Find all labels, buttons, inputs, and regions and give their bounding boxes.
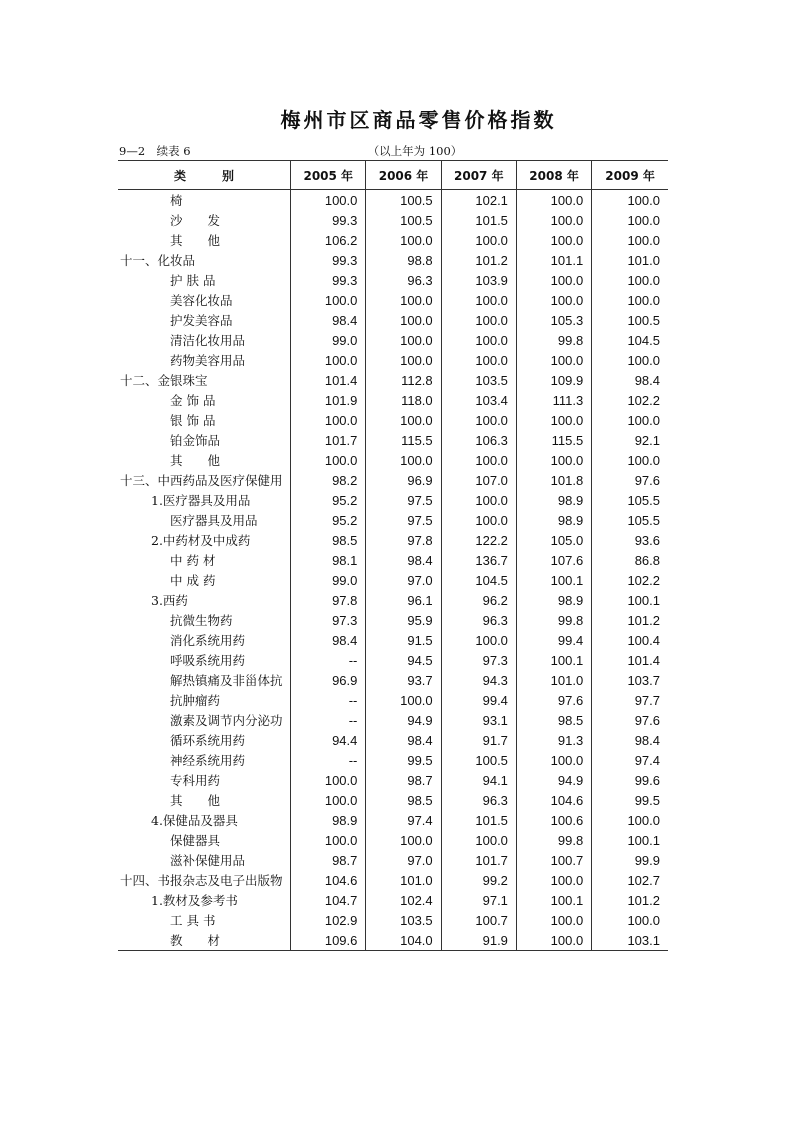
cell-value: 100.0 bbox=[516, 910, 591, 930]
cell-value: 104.0 bbox=[366, 930, 441, 951]
cell-value: 94.4 bbox=[291, 730, 366, 750]
cell-value: 91.5 bbox=[366, 630, 441, 650]
cell-value: 100.5 bbox=[366, 210, 441, 230]
cell-value: 100.1 bbox=[592, 590, 668, 610]
table-row bbox=[118, 570, 668, 590]
row-label: 循环系统用药 bbox=[170, 733, 246, 748]
row-label: 其 他 bbox=[170, 233, 221, 248]
cell-value: 104.7 bbox=[291, 890, 366, 910]
header-year-2007: 2007 年 bbox=[441, 161, 516, 190]
cell-value: 100.1 bbox=[516, 650, 591, 670]
cell-value: 97.0 bbox=[366, 850, 441, 870]
cell-value: 98.8 bbox=[366, 250, 441, 270]
row-label: 十三、中西药品及医疗保健用 bbox=[120, 473, 283, 488]
cell-value: 98.4 bbox=[366, 730, 441, 750]
table-row bbox=[118, 430, 668, 450]
row-label: 护发美容品 bbox=[170, 313, 233, 328]
table-row bbox=[118, 250, 668, 270]
cell-value: 100.0 bbox=[592, 410, 668, 430]
cell-value: 99.5 bbox=[366, 750, 441, 770]
cell-value: 109.6 bbox=[291, 930, 366, 951]
cell-value: 115.5 bbox=[366, 430, 441, 450]
row-label: 美容化妆品 bbox=[170, 293, 233, 308]
cell-value: 100.0 bbox=[592, 910, 668, 930]
cell-value: 106.3 bbox=[441, 430, 516, 450]
cell-value: 98.4 bbox=[291, 310, 366, 330]
row-label: 解热镇痛及非甾体抗 bbox=[170, 673, 283, 688]
cell-value: 101.0 bbox=[516, 670, 591, 690]
cell-value: 100.0 bbox=[441, 290, 516, 310]
row-label: 中 成 药 bbox=[170, 573, 216, 588]
table-row bbox=[118, 330, 668, 350]
table-row bbox=[118, 770, 668, 790]
table-row bbox=[118, 610, 668, 630]
cell-value: 100.1 bbox=[516, 890, 591, 910]
cell-value: 102.2 bbox=[592, 570, 668, 590]
table-row bbox=[118, 390, 668, 410]
row-label: 清洁化妆用品 bbox=[170, 333, 246, 348]
row-label: 1.医疗器具及用品 bbox=[151, 493, 251, 508]
cell-value: 100.0 bbox=[366, 290, 441, 310]
table-row bbox=[118, 870, 668, 890]
cell-value: 99.9 bbox=[592, 850, 668, 870]
cell-value: 100.0 bbox=[516, 290, 591, 310]
cell-value: 96.3 bbox=[441, 790, 516, 810]
cell-value: 100.0 bbox=[592, 290, 668, 310]
cell-value: 99.0 bbox=[291, 330, 366, 350]
row-label: 激素及调节内分泌功 bbox=[170, 713, 283, 728]
table-row bbox=[118, 350, 668, 370]
cell-value: 102.4 bbox=[366, 890, 441, 910]
cell-value: 97.1 bbox=[441, 890, 516, 910]
cell-value: 100.0 bbox=[291, 410, 366, 430]
cell-value: 91.7 bbox=[441, 730, 516, 750]
cell-value: 102.9 bbox=[291, 910, 366, 930]
cell-value: 118.0 bbox=[366, 390, 441, 410]
cell-value: 100.0 bbox=[366, 330, 441, 350]
cell-value: 97.8 bbox=[291, 590, 366, 610]
cell-value: 109.9 bbox=[516, 370, 591, 390]
table-row bbox=[118, 650, 668, 670]
row-label: 中 药 材 bbox=[170, 553, 216, 568]
price-index-table bbox=[118, 160, 668, 951]
cell-value: 100.0 bbox=[441, 230, 516, 250]
cell-value: 100.4 bbox=[592, 630, 668, 650]
cell-value: 100.0 bbox=[441, 330, 516, 350]
cell-value: 95.9 bbox=[366, 610, 441, 630]
cell-value: 100.0 bbox=[516, 270, 591, 290]
cell-value: 101.5 bbox=[441, 210, 516, 230]
table-row bbox=[118, 850, 668, 870]
cell-value: 111.3 bbox=[516, 390, 591, 410]
cell-value: 100.0 bbox=[366, 310, 441, 330]
cell-value: 103.5 bbox=[441, 370, 516, 390]
cell-value: 100.0 bbox=[441, 490, 516, 510]
cell-value: 101.2 bbox=[592, 890, 668, 910]
cell-value: 99.8 bbox=[516, 330, 591, 350]
cell-value: 93.1 bbox=[441, 710, 516, 730]
table-row bbox=[118, 730, 668, 750]
cell-value: 98.9 bbox=[516, 590, 591, 610]
cell-value: 98.4 bbox=[592, 730, 668, 750]
table-row bbox=[118, 690, 668, 710]
cell-value: 96.2 bbox=[441, 590, 516, 610]
cell-value: 100.0 bbox=[592, 810, 668, 830]
cell-value: 103.7 bbox=[592, 670, 668, 690]
cell-value: 100.0 bbox=[516, 190, 591, 211]
cell-value: 103.9 bbox=[441, 270, 516, 290]
cell-value: 100.0 bbox=[516, 870, 591, 890]
cell-value: 100.0 bbox=[291, 770, 366, 790]
row-label: 金 饰 品 bbox=[170, 393, 216, 408]
row-label: 银 饰 品 bbox=[170, 413, 216, 428]
cell-value: 101.7 bbox=[291, 430, 366, 450]
row-label: 铂金饰品 bbox=[170, 433, 221, 448]
cell-value: 103.4 bbox=[441, 390, 516, 410]
cell-value: 100.0 bbox=[291, 830, 366, 850]
row-label: 药物美容用品 bbox=[170, 353, 246, 368]
cell-value: 100.5 bbox=[366, 190, 441, 211]
cell-value: 103.5 bbox=[366, 910, 441, 930]
cell-value: 104.5 bbox=[441, 570, 516, 590]
base-note: （以上年为 100） bbox=[367, 144, 463, 158]
cell-value: 100.0 bbox=[441, 410, 516, 430]
cell-value: 95.2 bbox=[291, 510, 366, 530]
cell-value: 104.6 bbox=[516, 790, 591, 810]
cell-value: 97.3 bbox=[441, 650, 516, 670]
table-row bbox=[118, 910, 668, 930]
cell-value: 97.8 bbox=[366, 530, 441, 550]
cell-value: 92.1 bbox=[592, 430, 668, 450]
table-row bbox=[118, 230, 668, 250]
table-row bbox=[118, 810, 668, 830]
table-row bbox=[118, 210, 668, 230]
cell-value: 93.6 bbox=[592, 530, 668, 550]
cell-value: 97.4 bbox=[366, 810, 441, 830]
cell-value: 103.1 bbox=[592, 930, 668, 951]
cell-value: 99.8 bbox=[516, 830, 591, 850]
table-row bbox=[118, 450, 668, 470]
cell-value: 97.6 bbox=[516, 690, 591, 710]
cell-value: 99.0 bbox=[291, 570, 366, 590]
cell-value: 99.3 bbox=[291, 270, 366, 290]
cell-value: -- bbox=[291, 750, 366, 770]
cell-value: 100.7 bbox=[441, 910, 516, 930]
table-row bbox=[118, 290, 668, 310]
cell-value: 98.5 bbox=[366, 790, 441, 810]
table-body bbox=[118, 190, 668, 951]
cell-value: 107.0 bbox=[441, 470, 516, 490]
row-label: 教 材 bbox=[118, 930, 291, 951]
row-label: 十四、书报杂志及电子出版物 bbox=[120, 873, 283, 888]
cell-value: 99.4 bbox=[441, 690, 516, 710]
row-label: 椅 bbox=[170, 193, 183, 208]
cell-value: 94.3 bbox=[441, 670, 516, 690]
cell-value: 98.9 bbox=[516, 490, 591, 510]
row-label: 专科用药 bbox=[170, 773, 221, 788]
cell-value: 98.7 bbox=[366, 770, 441, 790]
cell-value: 98.7 bbox=[291, 850, 366, 870]
cell-value: 100.0 bbox=[441, 510, 516, 530]
cell-value: 97.6 bbox=[592, 710, 668, 730]
table-row bbox=[118, 310, 668, 330]
cell-value: 97.7 bbox=[592, 690, 668, 710]
cell-value: -- bbox=[291, 650, 366, 670]
cell-value: 98.5 bbox=[291, 530, 366, 550]
cell-value: 101.2 bbox=[592, 610, 668, 630]
cell-value: 100.0 bbox=[592, 450, 668, 470]
cell-value: 99.3 bbox=[291, 210, 366, 230]
cell-value: 100.0 bbox=[516, 450, 591, 470]
cell-value: 106.2 bbox=[291, 230, 366, 250]
table-row bbox=[118, 370, 668, 390]
cell-value: 100.1 bbox=[592, 830, 668, 850]
cell-value: 95.2 bbox=[291, 490, 366, 510]
cell-value: 100.0 bbox=[441, 310, 516, 330]
cell-value: 100.0 bbox=[291, 190, 366, 211]
table-row bbox=[118, 550, 668, 570]
cell-value: 100.7 bbox=[516, 850, 591, 870]
cell-value: 100.0 bbox=[441, 630, 516, 650]
cell-value: 96.1 bbox=[366, 590, 441, 610]
row-label: 工 具 书 bbox=[170, 913, 216, 928]
cell-value: 96.9 bbox=[366, 470, 441, 490]
cell-value: 102.1 bbox=[441, 190, 516, 211]
cell-value: 100.0 bbox=[516, 410, 591, 430]
table-row bbox=[118, 510, 668, 530]
cell-value: -- bbox=[291, 690, 366, 710]
cell-value: 100.0 bbox=[366, 410, 441, 430]
cell-value: 105.5 bbox=[592, 510, 668, 530]
cell-value: 100.0 bbox=[366, 450, 441, 470]
cell-value: 100.5 bbox=[441, 750, 516, 770]
cell-value: 100.0 bbox=[441, 830, 516, 850]
cell-value: 100.0 bbox=[366, 230, 441, 250]
cell-value: 100.0 bbox=[291, 450, 366, 470]
cell-value: 112.8 bbox=[366, 370, 441, 390]
cell-value: 104.6 bbox=[291, 870, 366, 890]
cell-value: 96.9 bbox=[291, 670, 366, 690]
table-reference: 9—2 续表 6 bbox=[119, 144, 191, 158]
header-year-2009: 2009 年 bbox=[592, 161, 668, 190]
cell-value: 97.0 bbox=[366, 570, 441, 590]
cell-value: 94.9 bbox=[366, 710, 441, 730]
cell-value: 122.2 bbox=[441, 530, 516, 550]
table-row bbox=[118, 410, 668, 430]
row-label: 十一、化妆品 bbox=[120, 253, 196, 268]
cell-value: 98.4 bbox=[291, 630, 366, 650]
row-label: 1.教材及参考书 bbox=[151, 893, 238, 908]
header-year-2008: 2008 年 bbox=[516, 161, 591, 190]
table-row bbox=[118, 830, 668, 850]
page-title: 梅州市区商品零售价格指数 bbox=[280, 108, 557, 132]
cell-value: 105.5 bbox=[592, 490, 668, 510]
header-year-2006: 2006 年 bbox=[366, 161, 441, 190]
cell-value: 100.0 bbox=[441, 450, 516, 470]
cell-value: 98.2 bbox=[291, 470, 366, 490]
cell-value: 101.9 bbox=[291, 390, 366, 410]
cell-value: 94.9 bbox=[516, 770, 591, 790]
table-row bbox=[118, 670, 668, 690]
table-row bbox=[118, 890, 668, 910]
cell-value: 94.5 bbox=[366, 650, 441, 670]
cell-value: 100.0 bbox=[592, 210, 668, 230]
cell-value: 136.7 bbox=[441, 550, 516, 570]
cell-value: 100.0 bbox=[592, 270, 668, 290]
table-row bbox=[118, 470, 668, 490]
row-label: 抗肿瘤药 bbox=[170, 693, 221, 708]
cell-value: 86.8 bbox=[592, 550, 668, 570]
cell-value: 100.0 bbox=[592, 350, 668, 370]
table-row bbox=[118, 530, 668, 550]
table-row bbox=[118, 710, 668, 730]
row-label: 十二、金银珠宝 bbox=[120, 373, 208, 388]
row-label: 4.保健品及器具 bbox=[151, 813, 238, 828]
row-label: 沙 发 bbox=[170, 213, 221, 228]
cell-value: 99.8 bbox=[516, 610, 591, 630]
row-label: 抗微生物药 bbox=[170, 613, 233, 628]
row-label: 保健器具 bbox=[170, 833, 221, 848]
cell-value: 101.1 bbox=[516, 250, 591, 270]
cell-value: 96.3 bbox=[441, 610, 516, 630]
cell-value: 97.3 bbox=[291, 610, 366, 630]
cell-value: 100.0 bbox=[516, 350, 591, 370]
cell-value: 101.8 bbox=[516, 470, 591, 490]
cell-value: 99.5 bbox=[592, 790, 668, 810]
cell-value: 99.6 bbox=[592, 770, 668, 790]
cell-value: 100.0 bbox=[441, 350, 516, 370]
cell-value: 104.5 bbox=[592, 330, 668, 350]
row-label: 其 他 bbox=[170, 453, 221, 468]
row-label: 呼吸系统用药 bbox=[170, 653, 246, 668]
header-category: 类 别 bbox=[118, 161, 291, 190]
cell-value: 100.0 bbox=[592, 190, 668, 211]
cell-value: 105.3 bbox=[516, 310, 591, 330]
cell-value: 99.2 bbox=[441, 870, 516, 890]
cell-value: 98.9 bbox=[516, 510, 591, 530]
cell-value: 98.5 bbox=[516, 710, 591, 730]
cell-value: 107.6 bbox=[516, 550, 591, 570]
cell-value: -- bbox=[291, 710, 366, 730]
cell-value: 100.5 bbox=[592, 310, 668, 330]
cell-value: 101.4 bbox=[291, 370, 366, 390]
cell-value: 101.7 bbox=[441, 850, 516, 870]
cell-value: 100.0 bbox=[291, 350, 366, 370]
header-year-2005: 2005 年 bbox=[291, 161, 366, 190]
cell-value: 91.3 bbox=[516, 730, 591, 750]
cell-value: 91.9 bbox=[441, 930, 516, 951]
cell-value: 100.0 bbox=[592, 230, 668, 250]
cell-value: 93.7 bbox=[366, 670, 441, 690]
cell-value: 100.0 bbox=[516, 930, 591, 951]
row-label: 护 肤 品 bbox=[170, 273, 216, 288]
table-row bbox=[118, 790, 668, 810]
cell-value: 98.4 bbox=[592, 370, 668, 390]
cell-value: 101.2 bbox=[441, 250, 516, 270]
row-label: 消化系统用药 bbox=[170, 633, 246, 648]
cell-value: 105.0 bbox=[516, 530, 591, 550]
cell-value: 100.1 bbox=[516, 570, 591, 590]
cell-value: 102.2 bbox=[592, 390, 668, 410]
row-label: 3.西药 bbox=[151, 593, 188, 608]
cell-value: 100.0 bbox=[516, 210, 591, 230]
table-row bbox=[118, 270, 668, 290]
cell-value: 100.0 bbox=[516, 230, 591, 250]
cell-value: 101.4 bbox=[592, 650, 668, 670]
cell-value: 100.0 bbox=[366, 830, 441, 850]
cell-value: 100.0 bbox=[291, 790, 366, 810]
cell-value: 102.7 bbox=[592, 870, 668, 890]
row-label: 2.中药材及中成药 bbox=[151, 533, 251, 548]
cell-value: 101.0 bbox=[592, 250, 668, 270]
table-row bbox=[118, 630, 668, 650]
cell-value: 100.0 bbox=[291, 290, 366, 310]
cell-value: 97.6 bbox=[592, 470, 668, 490]
row-label: 医疗器具及用品 bbox=[170, 513, 258, 528]
cell-value: 100.0 bbox=[366, 690, 441, 710]
cell-value: 100.0 bbox=[366, 350, 441, 370]
table-row bbox=[118, 490, 668, 510]
cell-value: 101.5 bbox=[441, 810, 516, 830]
row-label: 其 他 bbox=[170, 793, 221, 808]
cell-value: 115.5 bbox=[516, 430, 591, 450]
cell-value: 100.6 bbox=[516, 810, 591, 830]
table-row bbox=[118, 190, 668, 211]
cell-value: 94.1 bbox=[441, 770, 516, 790]
cell-value: 99.3 bbox=[291, 250, 366, 270]
table-row bbox=[118, 930, 668, 951]
cell-value: 97.4 bbox=[592, 750, 668, 770]
header-row bbox=[118, 161, 668, 190]
row-label: 神经系统用药 bbox=[170, 753, 246, 768]
table-row bbox=[118, 590, 668, 610]
cell-value: 98.9 bbox=[291, 810, 366, 830]
cell-value: 97.5 bbox=[366, 510, 441, 530]
cell-value: 99.4 bbox=[516, 630, 591, 650]
cell-value: 97.5 bbox=[366, 490, 441, 510]
row-label: 滋补保健用品 bbox=[170, 853, 246, 868]
cell-value: 98.1 bbox=[291, 550, 366, 570]
cell-value: 101.0 bbox=[366, 870, 441, 890]
cell-value: 100.0 bbox=[516, 750, 591, 770]
table-row bbox=[118, 750, 668, 770]
cell-value: 98.4 bbox=[366, 550, 441, 570]
cell-value: 96.3 bbox=[366, 270, 441, 290]
